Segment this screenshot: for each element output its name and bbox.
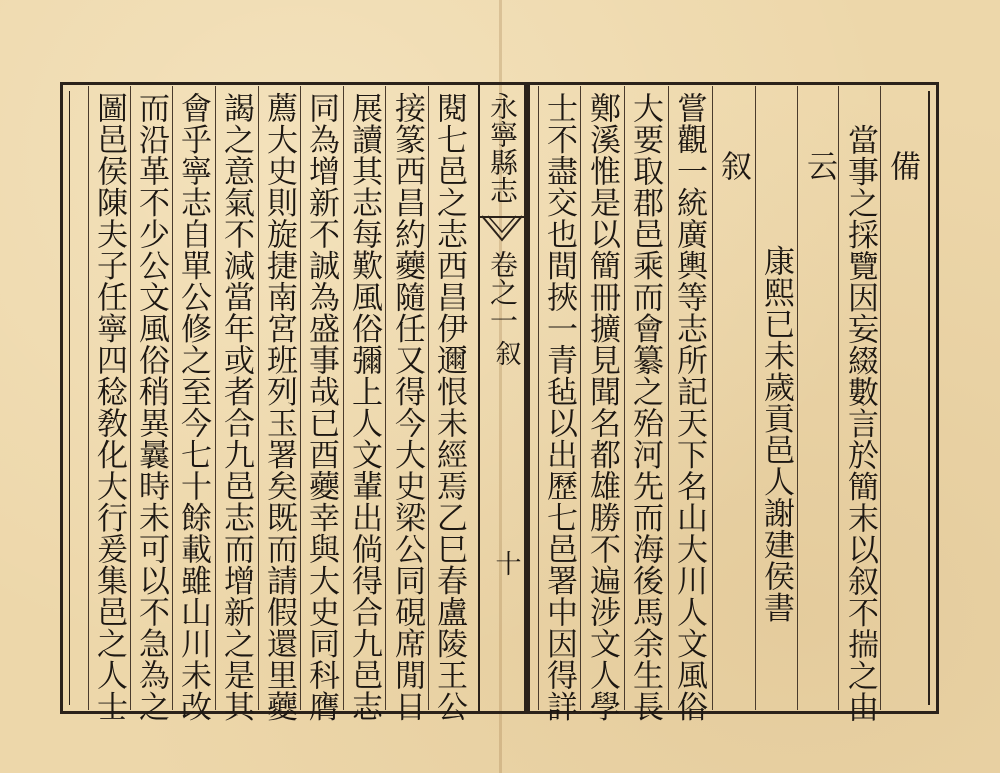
text-column: 薦大史則旋捷南宮班列玉署矣既而請假還里蘷 xyxy=(261,92,297,722)
column-rule xyxy=(712,86,713,710)
volume-label: 卷之一 xyxy=(486,250,519,334)
text-column: 閱七邑之志西昌伊邇恨未經焉乙巳春盧陵王公 xyxy=(431,92,467,722)
section-label: 叙 xyxy=(491,340,521,366)
text-column: 會乎寧志自單公修之至今七十餘載雖山川未改 xyxy=(175,92,211,722)
column-rule xyxy=(580,86,581,710)
section-heading: 叙 xyxy=(715,150,751,182)
column-rule xyxy=(668,86,669,710)
text-column: 鄭溪惟是以簡冊擴見聞名都雄勝不遍涉文人學 xyxy=(584,92,620,722)
heading-char: 備 xyxy=(884,150,920,182)
column-rule xyxy=(624,86,625,710)
column-rule xyxy=(300,86,301,710)
column-rule xyxy=(258,86,259,710)
text-column: 士不盡交也間挾一青毡以出歷七邑署中因得詳 xyxy=(541,92,577,722)
text-column: 云 xyxy=(801,150,837,182)
book-title: 永寧縣志 xyxy=(486,92,519,204)
column-rule xyxy=(838,86,839,710)
signature-column: 康熙已未歲貢邑人謝建侯書 xyxy=(758,245,794,623)
column-rule xyxy=(343,86,344,710)
column-rule xyxy=(130,86,131,710)
fish-tail-mark-icon xyxy=(480,214,524,244)
column-rule xyxy=(88,86,89,710)
text-column: 接篆西昌約蘷隨任又得今大史梁公同硯席閒日 xyxy=(389,92,425,722)
column-rule xyxy=(428,86,429,710)
column-rule xyxy=(797,86,798,710)
text-column: 圖邑侯陳夫子任寧四稔敎化大行爰集邑之人士 xyxy=(91,92,127,722)
text-column: 而沿革不少公文風俗稍異曩時未可以不急為之 xyxy=(133,92,169,722)
column-rule xyxy=(172,86,173,710)
column-rule xyxy=(215,86,216,710)
column-rule xyxy=(385,86,386,710)
text-column: 嘗觀一統廣輿等志所記天下名山大川人文風俗 xyxy=(671,92,707,722)
column-rule xyxy=(755,86,756,710)
column-rule xyxy=(538,86,539,710)
text-column: 同為增新不誠為盛事哉已酉蘷幸與大史同科膺 xyxy=(303,92,339,722)
page-number: 十 xyxy=(491,550,521,576)
text-column: 展讀其志每歎風俗彌上人文輩出倘得合九邑志 xyxy=(346,92,382,722)
text-column: 謁之意氣不減當年或者合九邑志而增新之是其 xyxy=(218,92,254,722)
column-rule xyxy=(880,86,881,710)
text-column: 當事之採覽因妄綴數言於簡末以叙不揣之由 xyxy=(842,124,878,723)
text-column: 大要取郡邑乘而會纂之殆河先而海後馬余生長 xyxy=(627,92,663,722)
